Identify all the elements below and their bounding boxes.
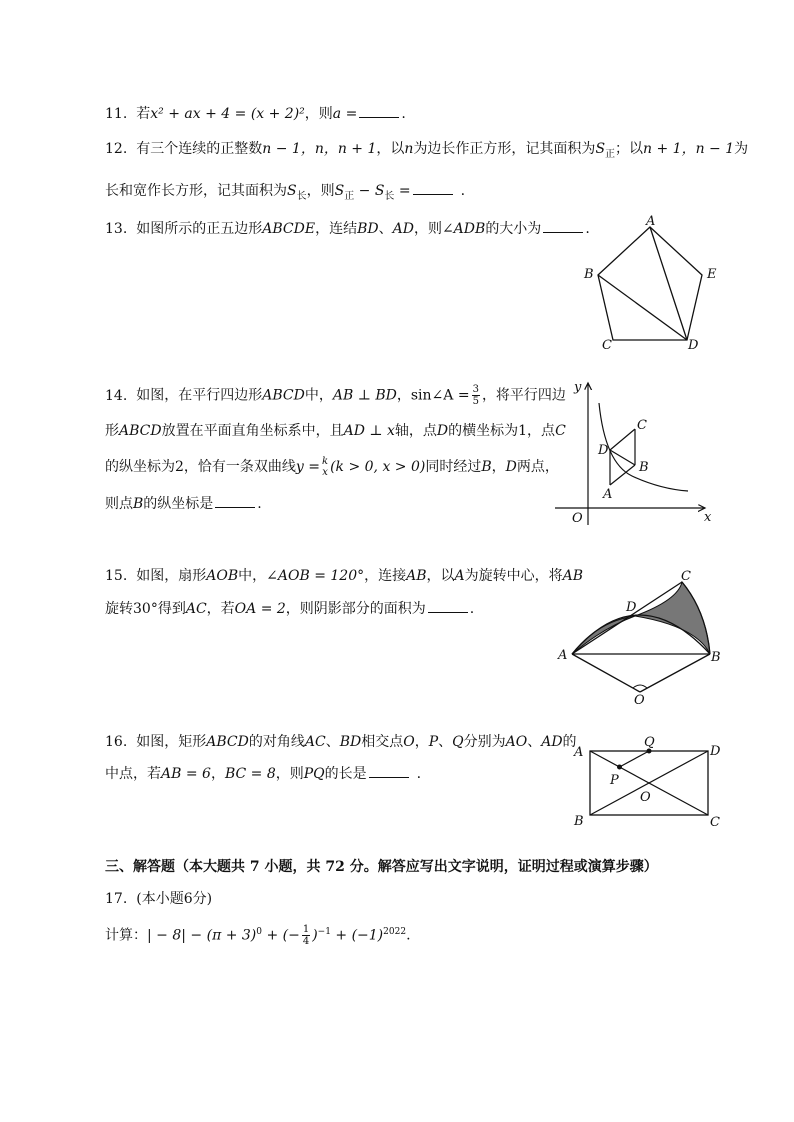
subscript: 长 [296, 190, 307, 202]
math: sin∠A = [410, 387, 470, 404]
math: AC [185, 601, 207, 617]
text: ，连结 [315, 221, 358, 237]
math: = [394, 183, 411, 199]
label-o: O [640, 790, 651, 805]
label-a: A [558, 648, 568, 663]
math: AC [304, 734, 326, 750]
superscript: 0 [256, 927, 262, 937]
question-number: 14. [105, 387, 128, 404]
question-number: 12. [105, 141, 128, 157]
label-d: D [688, 338, 699, 353]
text: 的 [562, 734, 577, 750]
rectangle-figure [570, 735, 730, 830]
math: y = [295, 459, 321, 475]
point-p [617, 765, 622, 770]
text: 、 [378, 221, 393, 237]
label-b: B [639, 460, 649, 475]
math: n + 1，n − 1 [643, 141, 735, 157]
period: . [469, 601, 475, 617]
math: AB [562, 568, 584, 584]
text: 的大小为 [485, 221, 542, 237]
question-17 [105, 889, 212, 909]
period: . [406, 927, 411, 944]
text: 如图所示的正五边形 [136, 221, 263, 237]
math: C [555, 423, 566, 439]
text: 为 [734, 141, 749, 157]
q11-text: ，则 [304, 106, 333, 122]
text: 中点，若 [105, 766, 161, 782]
question-14-line-4 [105, 493, 262, 514]
numerator: k [322, 456, 329, 467]
question-number: 16. [105, 734, 128, 750]
answer-blank[interactable] [369, 763, 409, 778]
subscript: 正 [344, 190, 355, 202]
math: AD [541, 734, 563, 750]
question-13 [105, 218, 590, 239]
math: ABCD [206, 734, 249, 750]
math: AB = 6 [161, 766, 211, 782]
q11-equation: x² + ax + 4 = (x + 2)² [150, 106, 305, 122]
math: D [505, 459, 517, 475]
text: 如图，在平行四边形 [136, 387, 263, 404]
label-e: E [707, 267, 717, 282]
text: ，则 [413, 221, 442, 237]
text: 、 [438, 734, 453, 750]
text: 中， [304, 387, 333, 404]
label-d: D [710, 744, 721, 759]
question-14-line-2 [105, 421, 566, 441]
question-15-line-1 [105, 566, 583, 586]
question-15-line-2 [105, 598, 474, 619]
math: − S [354, 183, 385, 199]
answer-blank[interactable] [359, 103, 399, 118]
pentagon-figure [580, 215, 730, 355]
points-note: (本小题6分) [136, 891, 213, 907]
math: BC = 8 [224, 766, 276, 782]
question-number: 15. [105, 568, 128, 584]
label-y: y [574, 380, 582, 395]
text: ， [414, 734, 429, 750]
math: ABCD [262, 387, 305, 404]
angle-mark [633, 685, 647, 688]
label-o: O [572, 511, 583, 526]
text: 如图，扇形 [136, 568, 207, 584]
pentagon-outline [598, 227, 702, 340]
label-c: C [710, 815, 720, 830]
text: 轴，点 [394, 423, 437, 439]
question-17-expression [105, 922, 411, 947]
math: PQ [303, 766, 325, 782]
math: P [428, 734, 439, 750]
math: AB [406, 568, 427, 584]
math: S [595, 141, 606, 157]
text: ，则阴影部分的面积为 [285, 601, 426, 617]
text: 的纵坐标为2，恰有一条双曲线 [105, 459, 296, 475]
math: ∠ADB [441, 221, 486, 237]
segment-oa [572, 654, 640, 692]
coordinate-figure [550, 375, 720, 530]
text: ，则 [275, 766, 304, 782]
label-q: Q [644, 735, 655, 750]
label-a: A [646, 214, 656, 229]
text: ，连接 [364, 568, 407, 584]
math: | − 8| − (π + 3) [147, 927, 257, 944]
text: 长和宽作长方形，记其面积为 [105, 183, 287, 199]
math: BD [357, 221, 379, 237]
math: S [334, 183, 345, 199]
text: 中， [238, 568, 267, 584]
math: ) [312, 927, 318, 944]
label-o: O [634, 693, 645, 708]
subscript: 长 [384, 190, 395, 202]
math: AB ⊥ BD [332, 387, 397, 404]
math: S [287, 183, 297, 199]
label-c: C [637, 418, 647, 433]
math: AD ⊥ x [343, 423, 395, 439]
subscript: 正 [605, 148, 616, 160]
label-a: A [603, 487, 613, 502]
period: . [460, 183, 466, 199]
math: O [403, 734, 415, 750]
label-b: B [574, 814, 584, 829]
math: + (− [262, 927, 300, 944]
text: ，以 [376, 141, 405, 157]
numerator: 1 [302, 924, 310, 936]
math: B [133, 496, 144, 512]
text: 的对角线 [248, 734, 305, 750]
math: A [454, 568, 465, 584]
segment-ob [640, 654, 710, 692]
text: 两点， [516, 459, 559, 475]
text: 如图，矩形 [136, 734, 207, 750]
math: n [404, 141, 414, 157]
text: 有三个连续的正整数 [136, 141, 263, 157]
label-d: D [626, 600, 637, 615]
text: 旋转30°得到 [105, 601, 186, 617]
text: ，将平行四边 [481, 387, 566, 404]
numerator: 3 [472, 384, 479, 395]
answer-blank[interactable] [543, 218, 583, 233]
text: ， [491, 459, 506, 475]
period: . [257, 496, 262, 512]
text: 分别为 [463, 734, 506, 750]
text: ，若 [206, 601, 235, 617]
text: ；以 [615, 141, 644, 157]
superscript: −1 [317, 927, 331, 937]
q11-variable: a = [332, 106, 358, 122]
answer-blank[interactable] [215, 493, 255, 508]
question-14-line-1 [105, 384, 566, 407]
question-number: 11. [105, 106, 128, 122]
math: D [436, 423, 449, 439]
text: 的横坐标为1，点 [448, 423, 556, 439]
question-number: 17. [105, 891, 128, 907]
question-16-line-2 [105, 763, 421, 784]
math: ∠AOB = 120° [266, 568, 365, 584]
fraction [302, 924, 310, 947]
math: n − 1，n，n + 1 [262, 141, 377, 157]
math: ABCDE [262, 221, 316, 237]
answer-blank[interactable] [413, 180, 453, 195]
q11-text: 若 [136, 106, 151, 122]
fraction [472, 384, 480, 407]
period: . [401, 106, 406, 122]
label-x: x [704, 510, 712, 525]
text: 同时经过 [425, 459, 482, 475]
math: + (−1) [330, 927, 384, 944]
question-12-line-2 [105, 180, 465, 207]
text: 的长是 [324, 766, 367, 782]
denominator: 5 [472, 396, 479, 407]
text: ，以 [426, 568, 455, 584]
text: 放置在平面直角坐标系中，且 [161, 423, 344, 439]
question-14-line-3 [105, 456, 559, 478]
label-b: B [711, 650, 721, 665]
section-heading: 三、解答题（本大题共 7 小题，共 72 分。解答应写出文字说明，证明过程或演算步骤） [105, 859, 658, 875]
sector-figure [558, 566, 728, 706]
text: 、 [527, 734, 542, 750]
label-d: D [598, 443, 609, 458]
text: ， [210, 766, 225, 782]
denominator: 4 [302, 936, 310, 948]
math: AOB [206, 568, 239, 584]
answer-blank[interactable] [428, 598, 468, 613]
math: Q [452, 734, 464, 750]
question-11 [105, 103, 406, 124]
label-c: C [681, 569, 691, 584]
text: 、 [325, 734, 340, 750]
question-number: 13. [105, 221, 128, 237]
hyperbola-curve [599, 403, 688, 491]
label-c: C [602, 338, 612, 353]
math: (k > 0, x > 0) [330, 459, 426, 475]
fraction [322, 456, 328, 478]
text: 为旋转中心，将 [464, 568, 563, 584]
segment-dc [610, 429, 635, 450]
math: OA = 2 [234, 601, 286, 617]
text: 则点 [105, 496, 133, 512]
period: . [416, 766, 422, 782]
segment-pq [620, 751, 650, 767]
text: ，则 [306, 183, 335, 199]
math: ABCD [119, 423, 162, 439]
period: . [585, 221, 590, 237]
label-p: P [610, 773, 619, 788]
math: B [481, 459, 492, 475]
text: 相交点 [361, 734, 404, 750]
calc-label: 计算： [105, 927, 147, 944]
text: ， [396, 387, 411, 404]
math: AD [392, 221, 414, 237]
question-16-line-1 [105, 732, 577, 752]
text: 的纵坐标是 [143, 496, 214, 512]
superscript: 2022 [383, 927, 407, 937]
text: 为边长作正方形，记其面积为 [413, 141, 596, 157]
label-b: B [584, 267, 594, 282]
text: 形 [105, 423, 119, 439]
question-12-line-1 [105, 139, 748, 165]
label-a: A [574, 745, 584, 760]
math: BD [339, 734, 362, 750]
math: AO [505, 734, 528, 750]
denominator: x [322, 467, 328, 478]
